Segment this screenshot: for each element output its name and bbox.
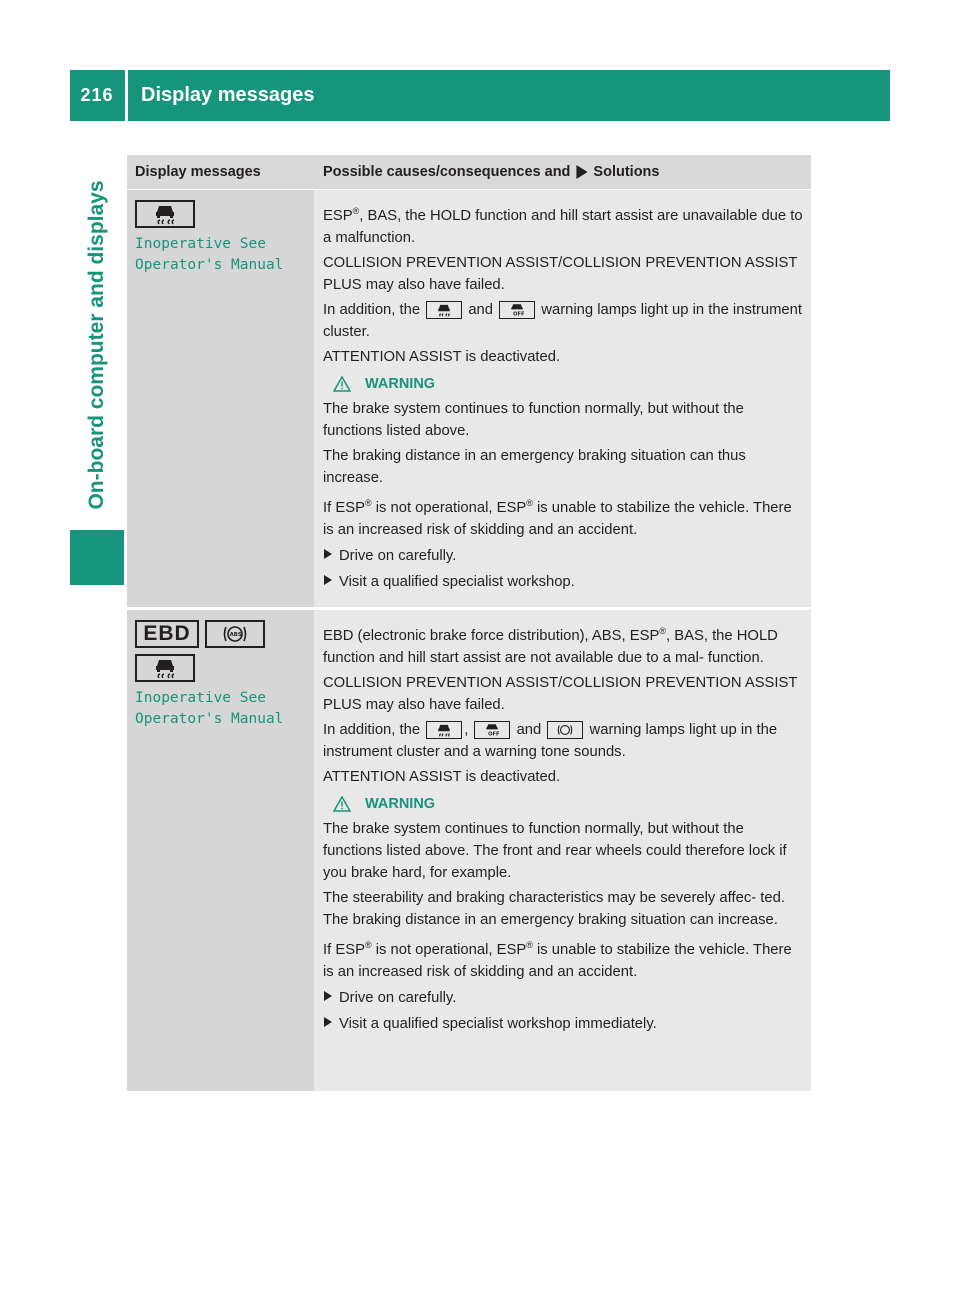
solution-arrow-icon: [323, 574, 333, 586]
paragraph: COLLISION PREVENTION ASSIST/COLLISION PREVENTION ASSIST PLUS may also have failed.: [323, 674, 798, 713]
solution-arrow-icon: [323, 548, 333, 560]
list-item: Visit a qualified specialist workshop immediately.: [323, 1013, 803, 1035]
side-label: On-board computer and displays: [85, 180, 108, 510]
header-divider: [125, 70, 128, 121]
esp-skid-icon: [426, 301, 462, 319]
paragraph: EBD (electronic brake force distribution), ABS, ESP®, BAS, the HOLD function and hill start assist are not available due to a mal- function.: [323, 626, 778, 666]
message-line-1: Inoperative See: [135, 690, 266, 706]
list-item: Visit a qualified specialist workshop.: [323, 571, 803, 593]
warning-triangle-icon: [333, 796, 351, 812]
svg-text:OFF: OFF: [513, 311, 525, 317]
page-number: 216: [80, 85, 114, 105]
esp-skid-icon: [135, 200, 195, 228]
list-item: Drive on carefully.: [323, 545, 803, 567]
table-row: [127, 190, 811, 607]
esp-skid-icon: [135, 654, 195, 682]
message-line-2: Operator's Manual: [135, 711, 284, 727]
svg-text:ABS: ABS: [229, 632, 242, 639]
solution-arrow-icon: [323, 1016, 333, 1028]
col-header-solutions-label: Solutions: [593, 164, 660, 180]
paragraph: ESP®, BAS, the HOLD function and hill start assist are unavailable due to a malfunction.: [323, 206, 803, 246]
display-message-cell: [127, 610, 314, 1091]
warning-heading: WARNING: [333, 796, 803, 812]
col-header-causes: [314, 155, 811, 189]
message-line-1: Inoperative See: [135, 236, 266, 252]
paragraph: In addition, the and OFF warning lamps light up in the instrument cluster.: [323, 301, 803, 340]
table-header: [127, 155, 811, 190]
paragraph: COLLISION PREVENTION ASSIST/COLLISION PREVENTION ASSIST PLUS may also have failed.: [323, 254, 798, 293]
paragraph: The brake system continues to function normally, but without the functions listed above.: [323, 400, 744, 439]
col-header-display-messages: Display messages: [135, 164, 261, 180]
table-row: [127, 607, 811, 1091]
solution-arrow-icon: [575, 165, 589, 179]
paragraph: In addition, the , OFF and warning lamps light up in the instrument cluster and a warning tone sounds.: [323, 721, 778, 760]
svg-text:OFF: OFF: [488, 731, 500, 737]
display-message-cell: [127, 190, 314, 607]
esp-off-icon: [499, 301, 535, 319]
list-item: Drive on carefully.: [323, 987, 803, 1009]
message-line-2: Operator's Manual: [135, 257, 284, 273]
paragraph: If ESP® is not operational, ESP® is unable to stabilize the vehicle. There is an increased risk of skidding and an accident.: [323, 497, 792, 538]
paragraph: The braking distance in an emergency braking situation can thus increase.: [323, 447, 746, 486]
paragraph: ATTENTION ASSIST is deactivated.: [323, 768, 561, 785]
paragraph: The steerability and braking characteristics may be severely affec- ted. The braking distance in an emergency braking situation can increase.: [323, 889, 785, 928]
abs-icon: [205, 620, 265, 648]
causes-cell: [314, 190, 811, 607]
col-header-causes-label: Possible causes/consequences and: [323, 164, 571, 180]
paragraph: If ESP® is not operational, ESP® is unable to stabilize the vehicle. There is an increased risk of skidding and an accident.: [323, 939, 792, 980]
page-title: Display messages: [141, 84, 315, 106]
warning-heading: WARNING: [333, 376, 803, 392]
paragraph: ATTENTION ASSIST is deactivated.: [323, 348, 561, 365]
esp-skid-icon: [426, 721, 462, 739]
display-messages-table: [127, 155, 811, 1091]
solution-arrow-icon: [323, 990, 333, 1002]
abs-icon: [547, 721, 583, 739]
paragraph: The brake system continues to function normally, but without the functions listed above. The front and rear wheels could therefore lock if you brake hard, for example.: [323, 820, 787, 881]
ebd-icon: EBD: [135, 620, 199, 648]
side-tab-block: [70, 530, 124, 585]
causes-cell: [314, 610, 811, 1091]
esp-off-icon: [474, 721, 510, 739]
warning-triangle-icon: [333, 376, 351, 392]
